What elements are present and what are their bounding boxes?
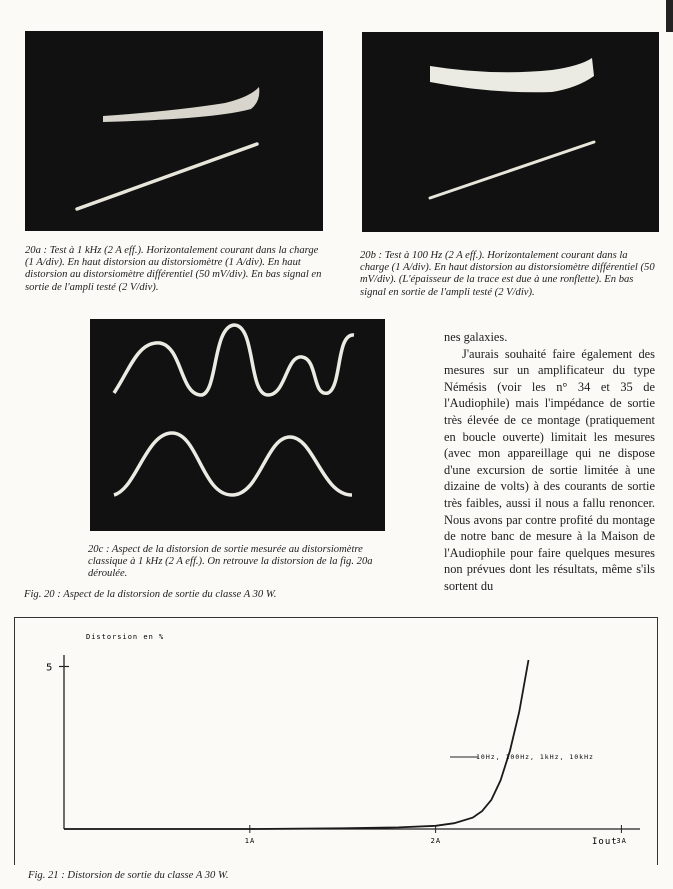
paragraph-1: nes galaxies.: [444, 330, 508, 344]
trace-20c: [90, 319, 385, 531]
oscilloscope-photo-20c: [90, 319, 385, 531]
distortion-curve: [64, 660, 529, 829]
y-tick-label: 5: [46, 662, 53, 674]
fig21-label: Fig. 21 : Distorsion de sortie du classe A 30 W.: [28, 870, 229, 881]
oscilloscope-photo-20a: [25, 31, 323, 231]
x-tick-label: 3A: [616, 837, 627, 845]
x-axis-label: Iout: [592, 837, 618, 847]
article-text: [444, 329, 655, 595]
trace-20a: [25, 31, 323, 231]
fig20-label: Fig. 20 : Aspect de la distorsion de sortie du classe A 30 W.: [24, 589, 277, 600]
trace-20b: [362, 32, 659, 232]
page-edge-tab: [666, 0, 673, 32]
caption-20a: 20a : Test à 1 kHz (2 A eff.). Horizontalement courant dans la charge (1 A/div). En haut distorsion au distorsiomètre (1 A/div). En haut distorsion au distorsiomètre différentiel (50 mV/div). En bas signal en sortie de l'ampli testé (2 V/div).: [25, 245, 322, 293]
paragraph-2: J'aurais souhaité faire également des mesures sur un amplificateur du type Némésis (voir les n° 34 et 35 de l'Audiophile) mais l'impédance de sortie très élevée de ce montage (pratiquement en boucle ouverte) limitait les mesures (avec mon appareillage qui ne dispose d'une excursion de sortie limitée à une dizaine de volts) à des courants de sortie très faibles, aussi il nous a fallu renoncer. Nous avons par contre profité du montage de notre banc de mesure à la Maison de l'Audiophile pour faire quelques mesures non prévues dont les résultats, même s'ils sortent du: [444, 346, 655, 593]
x-tick-label: 1A: [244, 837, 256, 845]
x-tick-label: 2A: [430, 837, 442, 845]
curve-annotation: 10Hz, 100Hz, 1kHz, 10kHz: [476, 753, 594, 761]
oscilloscope-photo-20b: [362, 32, 659, 232]
distortion-graph: [14, 617, 656, 864]
y-axis-label: Distorsion en %: [86, 633, 165, 641]
caption-20c: 20c : Aspect de la distorsion de sortie mesurée au distorsiomètre classique à 1 kHz (2 A eff.). On retrouve la distorsion de la fig. 20a déroulée.: [88, 544, 373, 580]
caption-20b: 20b : Test à 100 Hz (2 A eff.). Horizontalement courant dans la charge (1 A/div). En haut distorsion au distorsiomètre différentiel (50 mV/div). (L'épaisseur de la trace est due à une ronflette). En bas signal en sortie de l'ampli testé (2 V/div).: [360, 250, 655, 298]
